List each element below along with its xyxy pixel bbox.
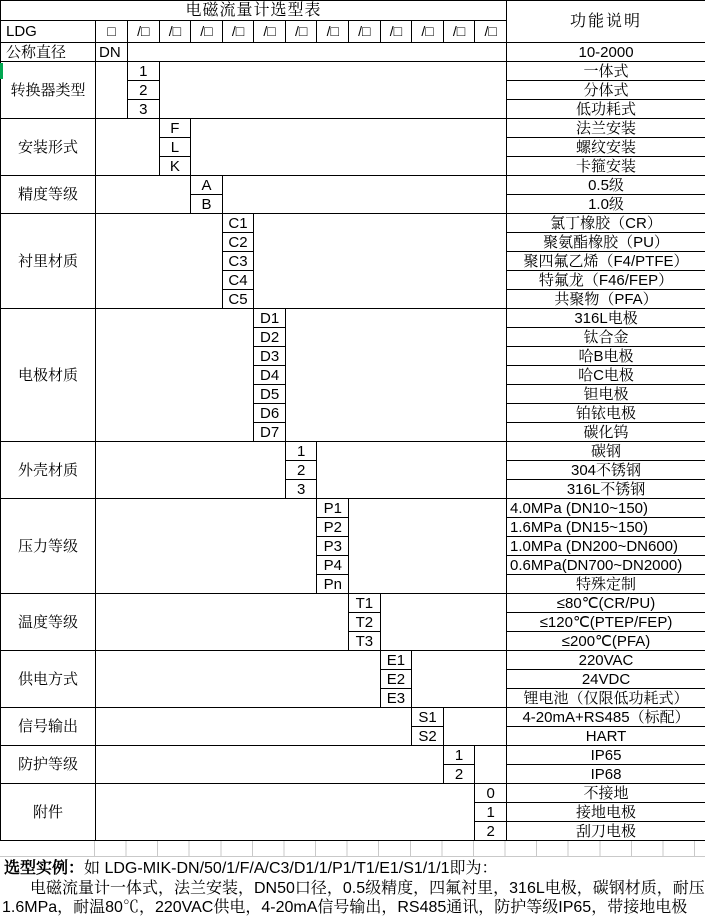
section-5-desc-1: 304不锈钢 bbox=[507, 461, 705, 480]
section-11-left-spacer bbox=[96, 784, 475, 841]
section-6-label: 压力等级 bbox=[1, 499, 96, 594]
section-7-right-spacer bbox=[380, 594, 506, 651]
spreadsheet-gridline-strip bbox=[0, 841, 705, 857]
section-6-desc-4: 特殊定制 bbox=[507, 575, 705, 594]
section-4-code-D6: D6 bbox=[254, 404, 286, 423]
section-3-code-C3: C3 bbox=[222, 252, 254, 271]
diameter-label: 公称直径 bbox=[1, 43, 96, 62]
section-9-right-spacer bbox=[443, 708, 506, 746]
model-code-box-4: /□ bbox=[222, 21, 254, 43]
section-1-right-spacer bbox=[191, 119, 507, 176]
section-9-desc-0: 4-20mA+RS485（标配） bbox=[507, 708, 705, 727]
section-4-desc-6: 碳化钨 bbox=[507, 423, 705, 442]
section-8-desc-2: 锂电池（仅限低功耗式） bbox=[507, 689, 705, 708]
section-2-code-A: A bbox=[191, 176, 223, 195]
section-9-code-S2: S2 bbox=[412, 727, 444, 746]
section-5-right-spacer bbox=[317, 442, 507, 499]
example-description-line-2: 1.6MPa，耐温80℃，220VAC供电，4-20mA信号输出，RS485通讯，防护等级IP65，带接地电极 bbox=[2, 899, 688, 916]
section-11-code-0: 0 bbox=[475, 784, 507, 803]
model-code-box-8: /□ bbox=[349, 21, 381, 43]
section-7-desc-1: ≤120℃(PTEP/FEP) bbox=[507, 613, 705, 632]
model-code-box-6: /□ bbox=[285, 21, 317, 43]
section-5-desc-0: 碳钢 bbox=[507, 442, 705, 461]
section-10-desc-0: IP65 bbox=[507, 746, 705, 765]
section-7-label: 温度等级 bbox=[1, 594, 96, 651]
model-code-box-12: /□ bbox=[475, 21, 507, 43]
model-code-box-2: /□ bbox=[159, 21, 191, 43]
section-10-code-1: 1 bbox=[443, 746, 475, 765]
section-11-code-2: 2 bbox=[475, 822, 507, 841]
selection-example bbox=[0, 859, 705, 916]
section-1-code-L: L bbox=[159, 138, 191, 157]
section-6-desc-1: 1.6MPa (DN15~150) bbox=[507, 518, 705, 537]
section-1-left-spacer bbox=[96, 119, 160, 176]
section-6-right-spacer bbox=[349, 499, 507, 594]
section-8-left-spacer bbox=[96, 651, 381, 708]
section-4-code-D2: D2 bbox=[254, 328, 286, 347]
section-9-code-S1: S1 bbox=[412, 708, 444, 727]
model-code-box-11: /□ bbox=[443, 21, 475, 43]
example-label: 选型实例： bbox=[4, 860, 85, 877]
section-5-code-1: 1 bbox=[285, 442, 317, 461]
section-4-desc-2: 哈B电极 bbox=[507, 347, 705, 366]
section-3-code-C4: C4 bbox=[222, 271, 254, 290]
model-code-box-0: □ bbox=[96, 21, 128, 43]
section-2-label: 精度等级 bbox=[1, 176, 96, 214]
section-6-desc-0: 4.0MPa (DN10~150) bbox=[507, 499, 705, 518]
section-3-left-spacer bbox=[96, 214, 223, 309]
section-7-desc-0: ≤80℃(CR/PU) bbox=[507, 594, 705, 613]
section-2-left-spacer bbox=[96, 176, 191, 214]
section-11-label: 附件 bbox=[1, 784, 96, 841]
section-11-code-1: 1 bbox=[475, 803, 507, 822]
section-5-code-3: 3 bbox=[285, 480, 317, 499]
section-1-code-F: F bbox=[159, 119, 191, 138]
section-4-desc-0: 316L电极 bbox=[507, 309, 705, 328]
section-6-code-Pn: Pn bbox=[317, 575, 349, 594]
section-11-desc-0: 不接地 bbox=[507, 784, 705, 803]
section-2-desc-1: 1.0级 bbox=[507, 195, 705, 214]
model-code-box-7: /□ bbox=[317, 21, 349, 43]
section-5-code-2: 2 bbox=[285, 461, 317, 480]
section-8-code-E1: E1 bbox=[380, 651, 412, 670]
model-code-box-9: /□ bbox=[380, 21, 412, 43]
section-4-desc-1: 钛合金 bbox=[507, 328, 705, 347]
section-1-desc-1: 螺纹安装 bbox=[507, 138, 705, 157]
section-10-left-spacer bbox=[96, 746, 444, 784]
section-2-code-B: B bbox=[191, 195, 223, 214]
section-0-code-1: 1 bbox=[128, 62, 160, 81]
model-code-box-10: /□ bbox=[412, 21, 444, 43]
example-title-line bbox=[0, 859, 705, 878]
section-4-label: 电极材质 bbox=[1, 309, 96, 442]
section-0-code-3: 3 bbox=[128, 100, 160, 119]
section-3-code-C2: C2 bbox=[222, 233, 254, 252]
section-6-code-P2: P2 bbox=[317, 518, 349, 537]
spreadsheet-row-marker bbox=[0, 63, 3, 79]
model-label: LDG bbox=[1, 21, 96, 43]
section-4-left-spacer bbox=[96, 309, 254, 442]
example-code: 如 LDG-MIK-DN/50/1/F/A/C3/D1/1/P1/T1/E1/S1/1/1即为： bbox=[84, 860, 498, 877]
section-11-desc-2: 刮刀电极 bbox=[507, 822, 705, 841]
section-3-desc-3: 特氟龙（F46/FEP） bbox=[507, 271, 705, 290]
section-9-left-spacer bbox=[96, 708, 412, 746]
section-1-label: 安装形式 bbox=[1, 119, 96, 176]
selection-table-body bbox=[1, 1, 705, 841]
section-6-desc-2: 1.0MPa (DN200~DN600) bbox=[507, 537, 705, 556]
section-6-code-P4: P4 bbox=[317, 556, 349, 575]
section-8-code-E3: E3 bbox=[380, 689, 412, 708]
section-4-desc-5: 铂铱电极 bbox=[507, 404, 705, 423]
function-column-header: 功能说明 bbox=[507, 1, 705, 43]
section-6-code-P1: P1 bbox=[317, 499, 349, 518]
diameter-code: DN bbox=[96, 43, 128, 62]
section-3-right-spacer bbox=[254, 214, 507, 309]
section-10-code-2: 2 bbox=[443, 765, 475, 784]
section-8-right-spacer bbox=[412, 651, 507, 708]
section-10-label: 防护等级 bbox=[1, 746, 96, 784]
section-6-code-P3: P3 bbox=[317, 537, 349, 556]
section-9-desc-1: HART bbox=[507, 727, 705, 746]
section-0-right-spacer bbox=[159, 62, 506, 119]
section-3-code-C1: C1 bbox=[222, 214, 254, 233]
gridline-columns bbox=[94, 841, 705, 857]
section-0-desc-2: 低功耗式 bbox=[507, 100, 705, 119]
section-1-desc-0: 法兰安装 bbox=[507, 119, 705, 138]
section-3-desc-1: 聚氨酯橡胶（PU） bbox=[507, 233, 705, 252]
section-9-label: 信号输出 bbox=[1, 708, 96, 746]
section-8-code-E2: E2 bbox=[380, 670, 412, 689]
model-code-box-1: /□ bbox=[128, 21, 160, 43]
section-8-desc-0: 220VAC bbox=[507, 651, 705, 670]
section-10-desc-1: IP68 bbox=[507, 765, 705, 784]
section-5-left-spacer bbox=[96, 442, 286, 499]
section-4-right-spacer bbox=[285, 309, 506, 442]
section-1-code-K: K bbox=[159, 157, 191, 176]
section-3-code-C5: C5 bbox=[222, 290, 254, 309]
section-2-right-spacer bbox=[222, 176, 506, 214]
section-6-left-spacer bbox=[96, 499, 317, 594]
section-0-desc-1: 分体式 bbox=[507, 81, 705, 100]
section-2-desc-0: 0.5级 bbox=[507, 176, 705, 195]
section-0-left-spacer bbox=[96, 62, 128, 119]
section-3-desc-4: 共聚物（PFA） bbox=[507, 290, 705, 309]
section-3-desc-2: 聚四氟乙烯（F4/PTFE） bbox=[507, 252, 705, 271]
example-description-line-1: 电磁流量计一体式，法兰安装，DN50口径，0.5级精度，四氟衬里，316L电极，碳钢材质，耐压 bbox=[30, 880, 705, 897]
section-0-code-2: 2 bbox=[128, 81, 160, 100]
section-11-desc-1: 接地电极 bbox=[507, 803, 705, 822]
section-4-code-D5: D5 bbox=[254, 385, 286, 404]
section-8-desc-1: 24VDC bbox=[507, 670, 705, 689]
section-6-desc-3: 0.6MPa(DN700~DN2000) bbox=[507, 556, 705, 575]
diameter-spacer bbox=[128, 43, 507, 62]
section-0-label: 转换器类型 bbox=[1, 62, 96, 119]
model-code-box-3: /□ bbox=[191, 21, 223, 43]
section-10-right-spacer bbox=[475, 746, 507, 784]
section-4-code-D7: D7 bbox=[254, 423, 286, 442]
section-7-desc-2: ≤200℃(PFA) bbox=[507, 632, 705, 651]
section-4-desc-4: 钽电极 bbox=[507, 385, 705, 404]
section-3-desc-0: 氯丁橡胶（CR） bbox=[507, 214, 705, 233]
section-1-desc-2: 卡箍安装 bbox=[507, 157, 705, 176]
section-4-code-D3: D3 bbox=[254, 347, 286, 366]
section-7-code-T2: T2 bbox=[349, 613, 381, 632]
section-5-desc-2: 316L不锈钢 bbox=[507, 480, 705, 499]
section-7-left-spacer bbox=[96, 594, 349, 651]
section-3-label: 衬里材质 bbox=[1, 214, 96, 309]
model-code-box-5: /□ bbox=[254, 21, 286, 43]
section-5-label: 外壳材质 bbox=[1, 442, 96, 499]
section-7-code-T1: T1 bbox=[349, 594, 381, 613]
section-4-code-D4: D4 bbox=[254, 366, 286, 385]
section-0-desc-0: 一体式 bbox=[507, 62, 705, 81]
diameter-desc: 10-2000 bbox=[507, 43, 705, 62]
section-4-desc-3: 哈C电极 bbox=[507, 366, 705, 385]
section-4-code-D1: D1 bbox=[254, 309, 286, 328]
section-8-label: 供电方式 bbox=[1, 651, 96, 708]
table-title: 电磁流量计选型表 bbox=[1, 1, 507, 21]
section-7-code-T3: T3 bbox=[349, 632, 381, 651]
